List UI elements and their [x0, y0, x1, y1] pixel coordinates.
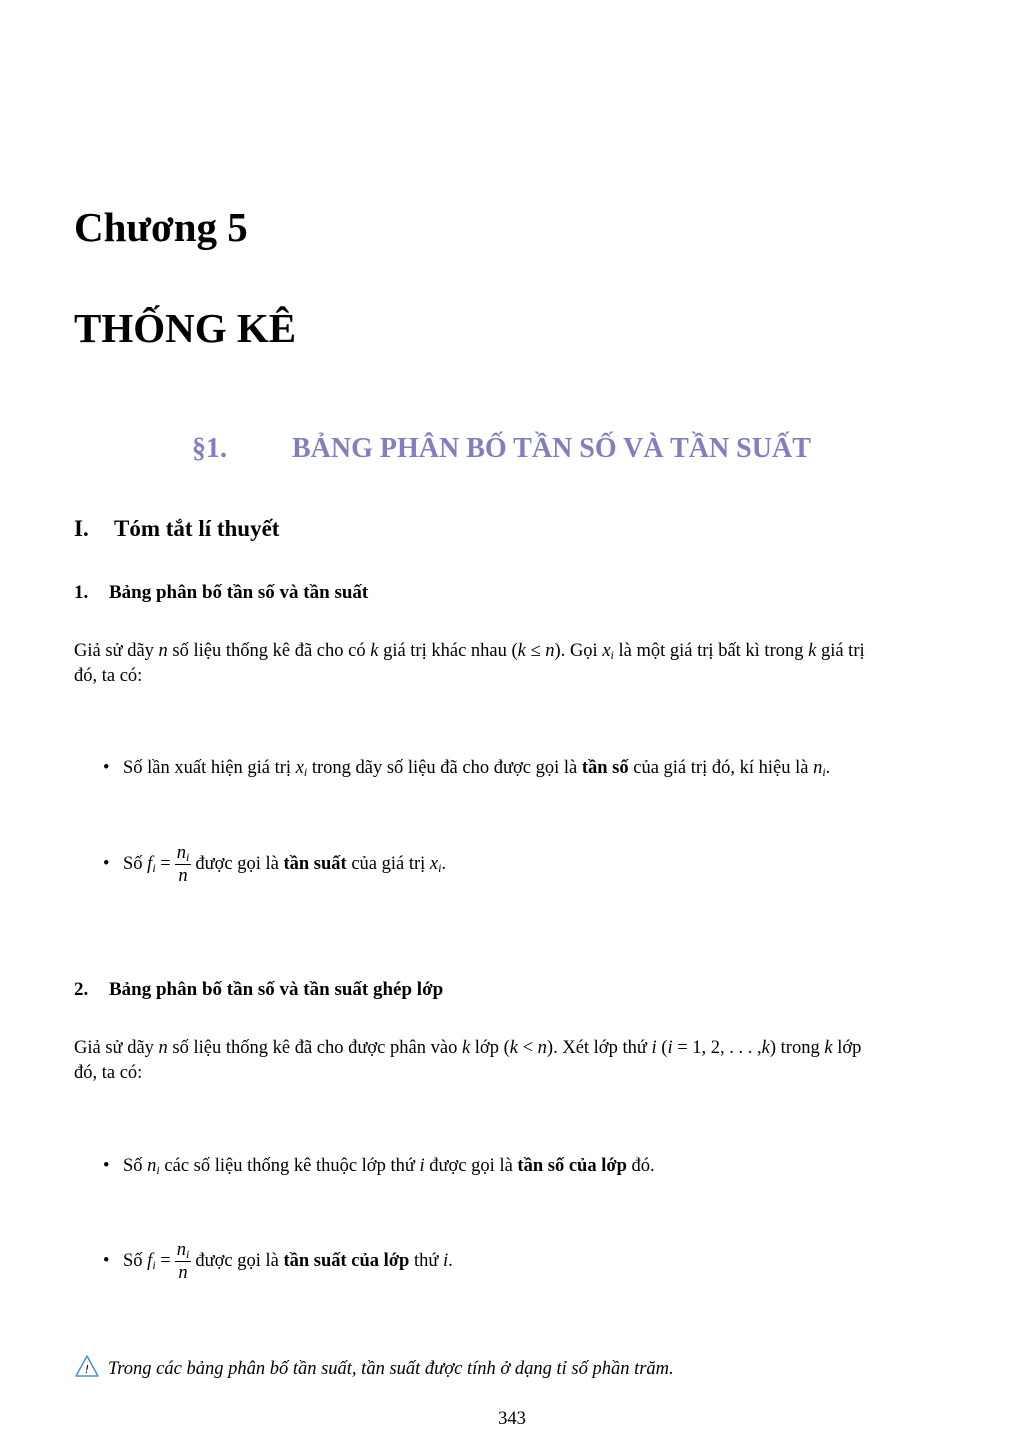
sub2-number: 2. [74, 979, 89, 1000]
svg-text:!: ! [84, 1363, 90, 1376]
warning-triangle-icon [74, 1354, 100, 1378]
sub1-title: Bảng phân bố tần số và tần suất [109, 582, 369, 603]
sub2-title: Bảng phân bố tần số và tần suất ghép lớp [109, 979, 444, 1000]
sub1-number: 1. [74, 582, 89, 603]
sub2-paragraph: Giả sử dãy n số liệu thống kê đã cho được phân vào k lớp (k < n). Xét lớp thứ i (i = 1, 2, . . . ,k) trong k lớp đó, ta có: [74, 1038, 862, 1083]
bullet-icon: • [103, 853, 110, 874]
subsection-heading [74, 513, 279, 545]
sub1-bullet-frequency: • Số lần xuất hiện giá trị $x_i$ trong dãy số liệu đã cho được gọi là tần số của giá trị đó, kí hiệu là $n_i$. [103, 758, 831, 779]
section-title: BẢNG PHÂN BỐ TẦN SỐ VÀ TẦN SUẤT [292, 433, 811, 464]
page-number: 343 [498, 1409, 526, 1429]
section-heading [192, 430, 811, 468]
sub1-heading [74, 580, 368, 606]
subsection-title: Tóm tắt lí thuyết [114, 516, 280, 541]
subsection-number: I. [74, 516, 89, 541]
chapter-title: THỐNG KÊ [74, 305, 297, 351]
fraction: $\frac{n_i}{n}$ [176, 843, 190, 886]
bullet-icon: • [103, 758, 110, 778]
section-number: §1. [192, 433, 227, 464]
chapter-heading: Chương 5 [74, 204, 248, 250]
bullet-icon: • [103, 1250, 110, 1271]
sub2-bullet-class-frequency: • Số $n_i$ các số liệu thống kê thuộc lớp thứ i được gọi là tần số của lớp đó. [103, 1156, 655, 1177]
note-text: Trong các bảng phân bố tần suất, tần suất được tính ở dạng tỉ số phần trăm. [108, 1359, 674, 1379]
sub1-paragraph: Giả sử dãy n số liệu thống kê đã cho có k giá trị khác nhau (k ≤ n). Gọi $x_i$ là một giá trị bất kì trong k giá trị đó, ta có: [74, 641, 865, 686]
fraction: $\frac{n_i}{n}$ [176, 1240, 190, 1283]
sub1-bullet-relative-frequency: • Số $f_i$ = $\frac{n_i}{n}$ được gọi là tần suất của giá trị $x_i$. [103, 843, 447, 886]
note [74, 1354, 674, 1383]
bullet-icon: • [103, 1156, 110, 1176]
sub2-bullet-class-relative-frequency: • Số $f_i$ = $\frac{n_i}{n}$ được gọi là tần suất của lớp thứ i. [103, 1240, 453, 1283]
sub2-heading [74, 977, 443, 1003]
